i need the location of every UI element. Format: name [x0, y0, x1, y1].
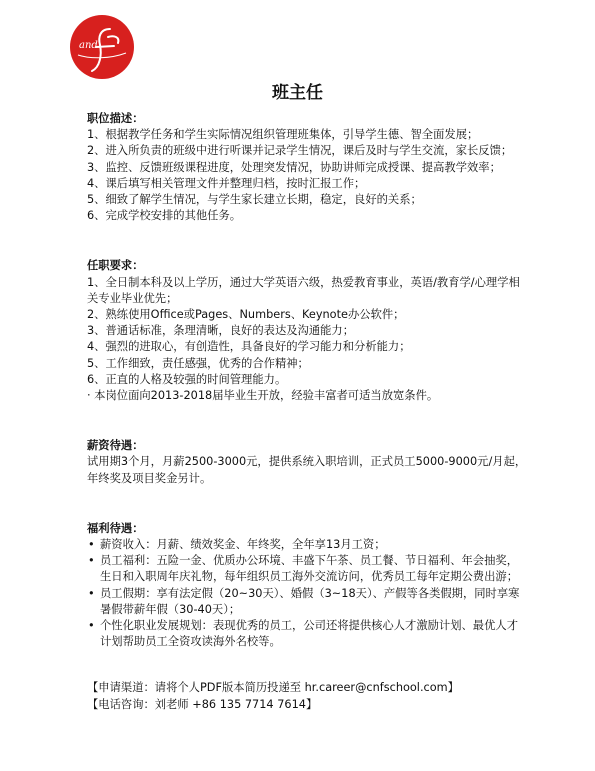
benefit-item: • 员工假期：享有法定假（20~30天）、婚假（3~18天）、产假等各类假期，同时享寒暑假带薪年假（30-40天）； [88, 586, 520, 616]
phone-contact: 【电话咨询：刘老师 +86 135 7714 7614】 [87, 697, 318, 711]
bullet-icon: • [88, 619, 95, 633]
page-title: 班主任 [272, 83, 323, 103]
svg-text:and: and [79, 40, 98, 51]
duties-section [87, 111, 527, 224]
benefit-item: • 员工福利：五险一金、优质办公环境、丰盛下午茶、员工餐、节日福利、年会抽奖，生日和入职周年庆礼物，每年组织员工海外交流访问，优秀员工每年定期公费出游； [88, 554, 518, 584]
contact-section [87, 680, 527, 712]
requirement-item: 3、普通话标准，条理清晰，良好的表达及沟通能力； [87, 324, 355, 338]
bullet-icon: • [88, 554, 95, 568]
salary-heading: 薪资待遇： [87, 439, 144, 453]
bullet-icon: • [88, 538, 95, 552]
requirement-item: 4、强烈的进取心，有创造性，具备良好的学习能力和分析能力； [87, 340, 411, 354]
duty-item: 6、完成学校安排的其他任务。 [87, 209, 242, 223]
and-f-logo-icon [70, 15, 134, 79]
duty-item: 4、课后填写相关管理文件并整理归档，按时汇报工作； [87, 176, 366, 190]
job-description [87, 111, 527, 713]
salary-text: 试用期3个月，月薪2500-3000元，提供系统入职培训，正式员工5000-9000元/月起，年终奖及项目奖金另计。 [87, 455, 527, 485]
benefits-section [87, 521, 527, 651]
duties-heading: 职位描述： [87, 112, 144, 125]
benefit-item: • 个性化职业发展规划：表现优秀的员工，公司还将提供核心人才激励计划、最优人才计划帮助员工全资攻读海外名校等。 [88, 619, 518, 649]
duty-item: 2、进入所负责的班级中进行听课并记录学生情况，课后及时与学生交流，家长反馈； [87, 144, 513, 158]
benefit-item: • 薪资收入：月薪、绩效奖金、年终奖，全年享13月工资； [87, 537, 527, 553]
duty-item: 1、根据教学任务和学生实际情况组织管理班集体，引导学生德、智全面发展； [87, 128, 479, 142]
requirements-heading: 任职要求： [87, 259, 144, 273]
requirement-item: 2、熟练使用Office或Pages、Numbers、Keynote办公软件； [87, 308, 405, 322]
apply-channel[interactable]: 【申请渠道：请将个人PDF版本简历投递至 hr.career@cnfschool.com】 [87, 681, 459, 695]
requirement-item: 5、工作细致，责任感强，优秀的合作精神； [87, 356, 309, 370]
salary-section [87, 438, 527, 487]
requirement-item: 6、正直的人格及较强的时间管理能力。 [87, 372, 287, 386]
requirements-section [87, 258, 527, 404]
duty-item: 5、细致了解学生情况，与学生家长建立长期，稳定，良好的关系； [87, 193, 422, 207]
bullet-icon: • [88, 586, 95, 600]
requirement-item: 1、全日制本科及以上学历，通过大学英语六级，热爱教育事业，英语/教育学/心理学相关专业毕业优先； [87, 275, 520, 305]
requirements-note: · 本岗位面向2013-2018届毕业生开放，经验丰富者可适当放宽条件。 [87, 389, 439, 403]
duty-item: 3、监控、反馈班级课程进度，处理突发情况，协助讲师完成授课、提高教学效率； [87, 160, 501, 174]
benefits-heading: 福利待遇： [87, 521, 144, 535]
